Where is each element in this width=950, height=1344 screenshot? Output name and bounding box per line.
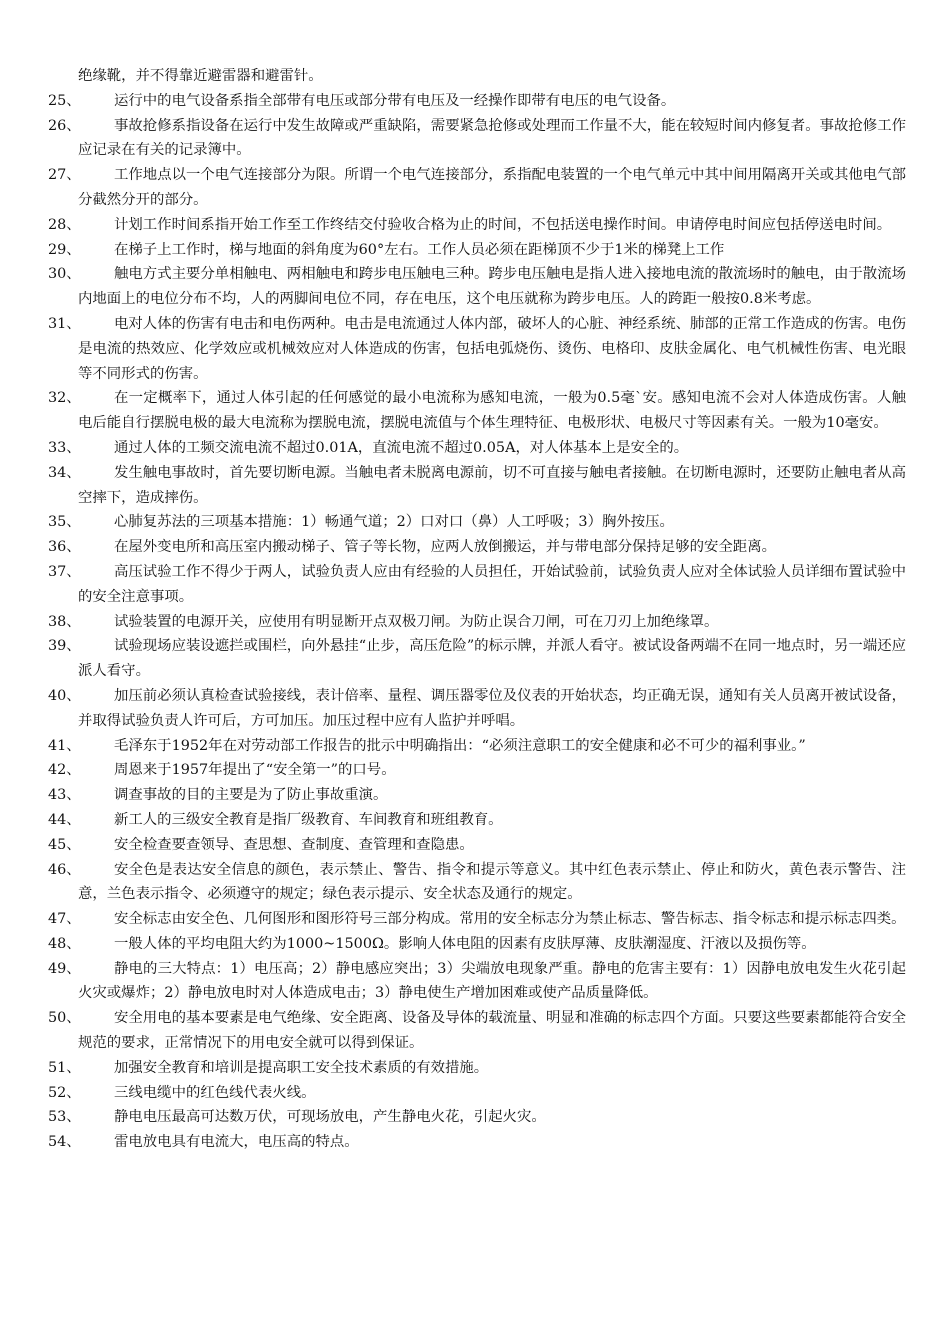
item-text: 试验装置的电源开关，应使用有明显断开点双极刀闸。为防止误合刀闸，可在刀刃上加绝缘罩。 xyxy=(114,613,719,630)
list-item xyxy=(48,213,906,238)
item-number: 36、 xyxy=(48,539,81,556)
item-number: 29、 xyxy=(48,241,81,258)
item-text: 计划工作时间系指开始工作至工作终结交付验收合格为止的时间，不包括送电操作时间。申请停电时间应包括停送电时间。 xyxy=(114,216,892,233)
list-item xyxy=(48,610,906,635)
list-item xyxy=(48,114,906,164)
list-item xyxy=(48,758,906,783)
list-item xyxy=(48,386,906,436)
list-item xyxy=(48,1130,906,1155)
item-number: 40、 xyxy=(48,687,81,704)
item-text: 触电方式主要分单相触电、两相触电和跨步电压触电三种。跨步电压触电是指人进入接地电流的散流场时的触电，由于散流场内地面上的电位分布不均，人的两脚间电位不同，存在电压，这个电压就称为跨步电压。人的跨距一般按0.8米考虑。 xyxy=(78,266,906,308)
item-text: 事故抢修系指设备在运行中发生故障或严重缺陷，需要紧急抢修或处理而工作量不大，能在较短时间内修复者。事故抢修工作应记录在有关的记录簿中。 xyxy=(78,117,906,159)
item-number: 50、 xyxy=(48,1010,81,1027)
item-number: 53、 xyxy=(48,1109,81,1126)
list-item xyxy=(48,163,906,213)
item-number: 31、 xyxy=(48,315,81,332)
item-text: 在屋外变电所和高压室内搬动梯子、管子等长物，应两人放倒搬运，并与带电部分保持足够的安全距离。 xyxy=(114,539,776,556)
list-item xyxy=(48,1105,906,1130)
item-number: 45、 xyxy=(48,836,81,853)
item-text: 调查事故的目的主要是为了防止事故重演。 xyxy=(114,787,388,804)
item-text: 一般人体的平均电阻大约为1000~1500Ω。影响人体电阻的因素有皮肤厚薄、皮肤潮湿度、汗液以及损伤等。 xyxy=(114,935,816,952)
item-text: 高压试验工作不得少于两人，试验负责人应由有经验的人员担任，开始试验前，试验负责人应对全体试验人员详细布置试验中的安全注意事项。 xyxy=(78,563,906,605)
list-item xyxy=(48,957,906,1007)
item-text: 静电的三大特点：1）电压高；2）静电感应突出；3）尖端放电现象严重。静电的危害主要有：1）因静电放电发生火花引起火灾或爆炸；2）静电放电时对人体造成电击；3）静电使生产增加困难或使产品质量降低。 xyxy=(78,960,906,1002)
item-number: 34、 xyxy=(48,464,81,481)
item-number: 33、 xyxy=(48,439,81,456)
list-item xyxy=(48,1056,906,1081)
item-text: 安全用电的基本要素是电气绝缘、安全距离、设备及导体的载流量、明显和准确的标志四个方面。只要这些要素都能符合安全规范的要求，正常情况下的用电安全就可以得到保证。 xyxy=(78,1010,906,1052)
list-item xyxy=(48,560,906,610)
list-item xyxy=(48,535,906,560)
item-number: 47、 xyxy=(48,911,81,928)
item-number: 44、 xyxy=(48,811,81,828)
item-text: 毛泽东于1952年在对劳动部工作报告的批示中明确指出：“必须注意职工的安全健康和必不可少的福利事业。” xyxy=(114,737,806,754)
item-text: 雷电放电具有电流大，电压高的特点。 xyxy=(114,1134,359,1151)
item-text: 在一定概率下，通过人体引起的任何感觉的最小电流称为感知电流，一般为0.5毫`安。感知电流不会对人体造成伤害。人触电后能自行摆脱电极的最大电流称为摆脱电流，摆脱电流值与个体生理特征、电极形状、电极尺寸等因素有关。一般为10毫安。 xyxy=(78,390,906,432)
document-page xyxy=(48,64,906,1155)
item-text: 安全检查要查领导、查思想、查制度、查管理和查隐患。 xyxy=(114,836,474,853)
item-text: 三线电缆中的红色线代表火线。 xyxy=(114,1084,316,1101)
list-item xyxy=(48,461,906,511)
item-text: 静电电压最高可达数万伏，可现场放电，产生静电火花，引起火灾。 xyxy=(114,1109,546,1126)
list-item xyxy=(48,833,906,858)
item-number: 26、 xyxy=(48,117,81,134)
item-number: 52、 xyxy=(48,1084,81,1101)
item-text: 新工人的三级安全教育是指厂级教育、车间教育和班组教育。 xyxy=(114,811,503,828)
list-item xyxy=(48,734,906,759)
list-item xyxy=(48,238,906,263)
item-text: 加强安全教育和培训是提高职工安全技术素质的有效措施。 xyxy=(114,1059,489,1076)
list-item xyxy=(48,783,906,808)
item-number: 46、 xyxy=(48,861,81,878)
list-item xyxy=(48,312,906,386)
list-item xyxy=(48,262,906,312)
item-number: 28、 xyxy=(48,216,81,233)
item-number: 49、 xyxy=(48,960,81,977)
item-number: 35、 xyxy=(48,514,81,531)
item-number: 41、 xyxy=(48,737,81,754)
item-text: 心肺复苏法的三项基本措施：1）畅通气道；2）口对口（鼻）人工呼吸；3）胸外按压。 xyxy=(114,514,674,531)
item-number: 30、 xyxy=(48,266,81,283)
list-item xyxy=(48,858,906,908)
list-item xyxy=(48,907,906,932)
item-text: 加压前必须认真检查试验接线，表计倍率、量程、调压器零位及仪表的开始状态，均正确无误，通知有关人员离开被试设备，并取得试验负责人许可后，方可加压。加压过程中应有人监护并呼唱。 xyxy=(78,687,906,729)
item-text: 发生触电事故时，首先要切断电源。当触电者未脱离电源前，切不可直接与触电者接触。在切断电源时，还要防止触电者从高空摔下，造成摔伤。 xyxy=(78,464,906,506)
item-text: 安全标志由安全色、几何图形和图形符号三部分构成。常用的安全标志分为禁止标志、警告标志、指令标志和提示标志四类。 xyxy=(114,911,906,928)
list-item xyxy=(48,932,906,957)
list-item xyxy=(48,634,906,684)
list-item xyxy=(48,510,906,535)
item-number: 48、 xyxy=(48,935,81,952)
list-item xyxy=(48,89,906,114)
item-text: 安全色是表达安全信息的颜色，表示禁止、警告、指令和提示等意义。其中红色表示禁止、停止和防火，黄色表示警告、注意，兰色表示指令、必须遵守的规定；绿色表示提示、安全状态及通行的规定。 xyxy=(78,861,906,903)
item-text: 运行中的电气设备系指全部带有电压或部分带有电压及一经操作即带有电压的电气设备。 xyxy=(114,92,676,109)
item-number: 27、 xyxy=(48,167,81,184)
item-number: 39、 xyxy=(48,638,81,655)
list-item xyxy=(48,1006,906,1056)
list-item xyxy=(48,436,906,461)
item-text: 工作地点以一个电气连接部分为限。所谓一个电气连接部分，系指配电装置的一个电气单元中其中间用隔离开关或其他电气部分截然分开的部分。 xyxy=(78,167,906,208)
item-text: 试验现场应装设遮拦或围栏，向外悬挂“止步，高压危险”的标示牌，并派人看守。被试设备两端不在同一地点时，另一端还应派人看守。 xyxy=(78,638,906,680)
item-number: 32、 xyxy=(48,390,81,407)
list-item xyxy=(48,808,906,833)
item-number: 25、 xyxy=(48,92,81,109)
list-item xyxy=(48,1081,906,1106)
item-number: 42、 xyxy=(48,762,81,779)
list-item xyxy=(48,684,906,734)
item-text: 通过人体的工频交流电流不超过0.01A，直流电流不超过0.05A，对人体基本上是安全的。 xyxy=(114,439,689,456)
item-number: 51、 xyxy=(48,1059,81,1076)
item-number: 43、 xyxy=(48,787,81,804)
continuation-line: 绝缘靴，并不得靠近避雷器和避雷针。 xyxy=(78,68,323,84)
item-text: 电对人体的伤害有电击和电伤两种。电击是电流通过人体内部，破坏人的心脏、神经系统、肺部的正常工作造成的伤害。电伤是电流的热效应、化学效应或机械效应对人体造成的伤害，包括电弧烧伤、烫伤、电格印、皮肤金属化、电气机械性伤害、电光眼等不同形式的伤害。 xyxy=(78,315,906,382)
item-number: 54、 xyxy=(48,1134,81,1151)
item-number: 37、 xyxy=(48,563,81,580)
item-text: 周恩来于1957年提出了“安全第一”的口号。 xyxy=(114,762,396,779)
item-number: 38、 xyxy=(48,613,81,630)
item-text: 在梯子上工作时，梯与地面的斜角度为60°左右。工作人员必须在距梯顶不少于1米的梯凳上工作 xyxy=(114,241,725,258)
